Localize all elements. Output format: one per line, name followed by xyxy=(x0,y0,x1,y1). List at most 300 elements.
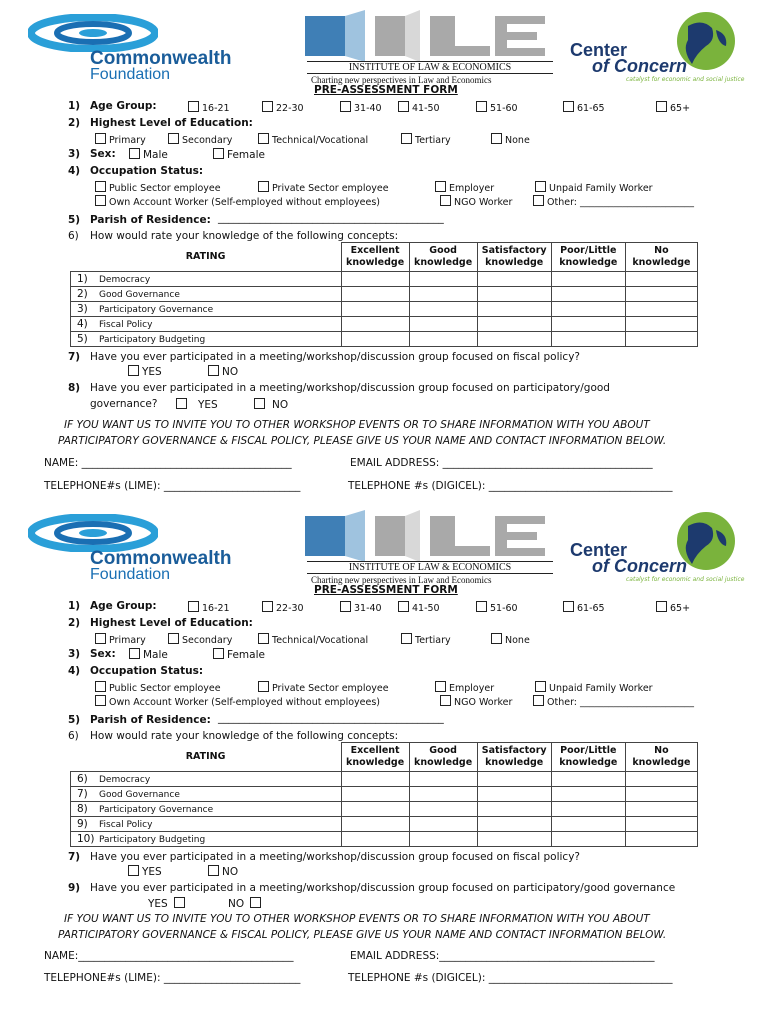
sex-option[interactable] xyxy=(129,148,168,161)
yes-option[interactable] xyxy=(128,365,162,378)
rating-cell[interactable] xyxy=(551,831,625,846)
row-number: 8) xyxy=(77,802,88,815)
option-label: YES xyxy=(198,399,218,411)
occupation-option[interactable] xyxy=(533,195,694,208)
ile-logo xyxy=(305,510,565,586)
column-header-line2: knowledge xyxy=(632,756,691,768)
checkbox[interactable] xyxy=(535,181,546,192)
ile-building-icon xyxy=(305,10,555,62)
option-label: Employer xyxy=(449,183,495,194)
sex-option[interactable] xyxy=(213,648,265,661)
option-label: NO xyxy=(272,399,289,411)
option-label: YES xyxy=(142,866,162,878)
checkbox[interactable] xyxy=(174,897,185,908)
lime-telephone-field[interactable]: TELEPHONE#s (LIME): __________________________ xyxy=(44,972,301,984)
education-option[interactable] xyxy=(491,133,530,146)
checkbox[interactable] xyxy=(563,601,574,612)
row-label: Democracy xyxy=(99,774,151,785)
question-label: Highest Level of Education: xyxy=(90,617,253,629)
age-option[interactable] xyxy=(262,601,304,614)
invite-text-line1: IF YOU WANT US TO INVITE YOU TO OTHER WORKSHOP EVENTS OR TO SHARE INFORMATION WITH YOU ABOUT xyxy=(64,913,650,925)
option-label: Technical/Vocational xyxy=(272,135,369,146)
rating-cell[interactable] xyxy=(341,301,409,316)
column-header-line1: Good xyxy=(429,744,457,756)
rating-cell[interactable] xyxy=(341,771,409,786)
column-header-line2: knowledge xyxy=(632,256,691,268)
education-option[interactable] xyxy=(258,133,368,146)
row-label: Good Governance xyxy=(99,289,180,300)
cf-name-line1: Commonwealth xyxy=(90,48,232,69)
column-header-line2: knowledge xyxy=(414,256,473,268)
checkbox[interactable] xyxy=(535,681,546,692)
option-label: Secondary xyxy=(182,635,233,646)
rating-table xyxy=(70,242,698,347)
education-option[interactable] xyxy=(95,133,146,146)
row-number: 2) xyxy=(77,287,88,300)
question-label: How would rate your knowledge of the following concepts: xyxy=(90,730,399,742)
question-number: 1) xyxy=(68,100,81,112)
rating-cell[interactable] xyxy=(551,801,625,816)
rating-cell[interactable] xyxy=(409,831,477,846)
center-of-concern-logo xyxy=(566,510,756,590)
question-number: 7) xyxy=(68,351,81,363)
option-label: Female xyxy=(227,649,265,661)
option-label: Unpaid Family Worker xyxy=(549,183,653,194)
table-row xyxy=(71,301,698,316)
rating-cell[interactable] xyxy=(551,301,625,316)
table-row xyxy=(71,271,698,286)
rating-cell[interactable] xyxy=(477,331,551,346)
question-number: 2) xyxy=(68,117,81,129)
question-number: 3) xyxy=(68,148,81,160)
row-label-cell xyxy=(71,816,342,831)
occupation-option[interactable] xyxy=(95,681,221,694)
ile-name: INSTITUTE OF LAW & ECONOMICS xyxy=(307,61,553,74)
question-number: 2) xyxy=(68,617,81,629)
occupation-option[interactable] xyxy=(258,681,389,694)
digicel-telephone-field[interactable]: TELEPHONE #s (DIGICEL): ___________________________________ xyxy=(348,972,673,984)
table-row xyxy=(71,831,698,846)
rating-cell[interactable] xyxy=(409,271,477,286)
option-label: Public Sector employee xyxy=(109,683,221,694)
column-header-line1: No xyxy=(654,744,669,756)
checkbox[interactable] xyxy=(435,181,446,192)
checkbox[interactable] xyxy=(95,633,106,644)
rating-cell[interactable] xyxy=(341,271,409,286)
occupation-option[interactable] xyxy=(435,181,494,194)
option-label: None xyxy=(505,135,530,146)
row-label-cell xyxy=(71,301,342,316)
occupation-option[interactable] xyxy=(535,681,653,694)
checkbox[interactable] xyxy=(398,601,409,612)
option-label: Own Account Worker (Self-employed without employees) xyxy=(109,197,381,208)
option-label: Tertiary xyxy=(415,635,451,646)
rating-cell[interactable] xyxy=(625,331,697,346)
checkbox[interactable] xyxy=(533,195,544,206)
option-label: YES xyxy=(148,898,168,910)
rating-header: RATING xyxy=(185,250,226,262)
checkbox[interactable] xyxy=(176,398,187,409)
row-label-cell xyxy=(71,271,342,286)
row-label: Participatory Governance xyxy=(99,804,214,815)
rating-cell[interactable] xyxy=(409,286,477,301)
rating-cell[interactable] xyxy=(477,286,551,301)
option-label: Unpaid Family Worker xyxy=(549,683,653,694)
occupation-option[interactable] xyxy=(535,181,653,194)
option-label: Primary xyxy=(109,135,146,146)
digicel-telephone-field[interactable]: TELEPHONE #s (DIGICEL): ___________________________________ xyxy=(348,480,673,492)
rating-cell[interactable] xyxy=(409,301,477,316)
rating-cell[interactable] xyxy=(551,786,625,801)
commonwealth-foundation-logo xyxy=(28,514,298,584)
checkbox[interactable] xyxy=(95,133,106,144)
age-option[interactable] xyxy=(340,601,382,614)
option-label: 31-40 xyxy=(354,103,382,114)
rating-cell[interactable] xyxy=(341,316,409,331)
sex-option[interactable] xyxy=(129,648,168,661)
checkbox[interactable] xyxy=(435,681,446,692)
coc-tagline: catalyst for economic and social justice xyxy=(626,576,745,583)
rating-cell[interactable] xyxy=(625,786,697,801)
column-header-line2: knowledge xyxy=(559,756,618,768)
education-option[interactable] xyxy=(401,633,451,646)
question-number: 6) xyxy=(68,230,79,242)
question-label: How would rate your knowledge of the following concepts: xyxy=(90,230,399,242)
option-label: YES xyxy=(142,366,162,378)
question-label: Parish of Residence: xyxy=(90,214,211,226)
checkbox[interactable] xyxy=(258,633,269,644)
row-number: 7) xyxy=(77,787,88,800)
question-number: 1) xyxy=(68,600,81,612)
occupation-option[interactable] xyxy=(533,695,694,708)
center-of-concern-logo xyxy=(566,10,756,90)
no-option[interactable] xyxy=(208,365,238,378)
coc-name-line1: Center xyxy=(570,540,628,560)
education-option[interactable] xyxy=(168,633,232,646)
column-header-line1: Excellent xyxy=(350,744,400,756)
option-label: 65+ xyxy=(670,103,691,114)
checkbox[interactable] xyxy=(188,601,199,612)
ile-name: INSTITUTE OF LAW & ECONOMICS xyxy=(307,561,553,574)
column-header xyxy=(625,243,697,272)
option-label: 41-50 xyxy=(412,603,440,614)
rating-cell[interactable] xyxy=(625,831,697,846)
column-header-line2: knowledge xyxy=(414,756,473,768)
checkbox[interactable] xyxy=(491,133,502,144)
checkbox[interactable] xyxy=(476,601,487,612)
table-row xyxy=(71,816,698,831)
table-row xyxy=(71,331,698,346)
rating-cell[interactable] xyxy=(409,786,477,801)
checkbox[interactable] xyxy=(128,365,139,376)
rating-cell[interactable] xyxy=(341,331,409,346)
row-label-cell xyxy=(71,771,342,786)
rating-cell[interactable] xyxy=(551,286,625,301)
rating-cell[interactable] xyxy=(625,771,697,786)
question-number: 7) xyxy=(68,851,81,863)
yes-option[interactable] xyxy=(128,865,162,878)
checkbox[interactable] xyxy=(129,148,140,159)
coc-tagline: catalyst for economic and social justice xyxy=(626,76,745,83)
cf-name-line1: Commonwealth xyxy=(90,548,232,569)
lime-telephone-field[interactable]: TELEPHONE#s (LIME): __________________________ xyxy=(44,480,301,492)
option-label: Employer xyxy=(449,683,495,694)
rating-cell[interactable] xyxy=(477,786,551,801)
rating-cell[interactable] xyxy=(551,816,625,831)
option-label: None xyxy=(505,635,530,646)
checkbox[interactable] xyxy=(95,181,106,192)
rating-cell[interactable] xyxy=(477,271,551,286)
checkbox[interactable] xyxy=(250,897,261,908)
name-field[interactable]: NAME: ________________________________________ xyxy=(44,457,292,469)
email-field[interactable]: EMAIL ADDRESS: ________________________________________ xyxy=(350,457,653,469)
cf-name-line2: Foundation xyxy=(90,66,171,83)
option-label: Male xyxy=(143,649,168,661)
occupation-option[interactable] xyxy=(95,195,380,208)
question-label: Occupation Status: xyxy=(90,165,204,177)
rating-cell[interactable] xyxy=(625,271,697,286)
form-title: PRE-ASSESSMENT FORM xyxy=(314,584,458,596)
rating-cell[interactable] xyxy=(625,316,697,331)
row-number: 10) xyxy=(77,832,95,845)
no-option[interactable] xyxy=(208,865,238,878)
checkbox[interactable] xyxy=(188,101,199,112)
option-label: Secondary xyxy=(182,135,233,146)
checkbox[interactable] xyxy=(168,633,179,644)
checkbox[interactable] xyxy=(563,101,574,112)
rating-cell[interactable] xyxy=(341,286,409,301)
no-option[interactable] xyxy=(228,897,264,910)
question-label-cont: governance? xyxy=(90,398,158,410)
rating-cell[interactable] xyxy=(551,316,625,331)
rating-header: RATING xyxy=(185,750,226,762)
education-option[interactable] xyxy=(95,633,146,646)
checkbox[interactable] xyxy=(208,365,219,376)
rating-cell[interactable] xyxy=(625,301,697,316)
checkbox[interactable] xyxy=(208,865,219,876)
rating-cell[interactable] xyxy=(477,301,551,316)
parish-field[interactable]: ___________________________________________ xyxy=(218,712,444,724)
column-header xyxy=(409,743,477,772)
no-option[interactable] xyxy=(254,398,288,411)
sex-option[interactable] xyxy=(213,148,265,161)
occupation-option[interactable] xyxy=(440,695,512,708)
row-label: Participatory Budgeting xyxy=(99,834,206,845)
yes-option[interactable] xyxy=(148,897,188,910)
yes-option[interactable] xyxy=(176,398,218,411)
row-label: Democracy xyxy=(99,274,151,285)
age-option[interactable] xyxy=(398,101,440,114)
question-label: Parish of Residence: xyxy=(90,714,211,726)
rating-cell[interactable] xyxy=(341,786,409,801)
table-row xyxy=(71,286,698,301)
invite-text-line2: PARTICIPATORY GOVERNANCE & FISCAL POLICY, PLEASE GIVE US YOUR NAME AND CONTACT INFORMATION BELOW. xyxy=(58,435,667,447)
row-number: 5) xyxy=(77,332,88,345)
table-row xyxy=(71,801,698,816)
rating-cell[interactable] xyxy=(477,801,551,816)
row-label: Fiscal Policy xyxy=(99,819,153,830)
rating-cell[interactable] xyxy=(477,816,551,831)
checkbox[interactable] xyxy=(213,648,224,659)
occupation-option[interactable] xyxy=(95,695,380,708)
row-number: 1) xyxy=(77,272,88,285)
age-option[interactable] xyxy=(188,601,230,614)
column-header-line2: knowledge xyxy=(346,756,405,768)
row-label: Participatory Governance xyxy=(99,304,214,315)
education-option[interactable] xyxy=(258,633,368,646)
invite-text-line1: IF YOU WANT US TO INVITE YOU TO OTHER WORKSHOP EVENTS OR TO SHARE INFORMATION WITH YOU ABOUT xyxy=(64,419,650,431)
checkbox[interactable] xyxy=(254,398,265,409)
ile-tagline: Charting new perspectives in Law and Economics xyxy=(311,575,492,585)
checkbox[interactable] xyxy=(95,695,106,706)
row-label: Participatory Budgeting xyxy=(99,334,206,345)
question-number: 8) xyxy=(68,382,81,394)
checkbox[interactable] xyxy=(401,133,412,144)
question-number: 6) xyxy=(68,730,79,742)
table-row xyxy=(71,316,698,331)
row-label-cell xyxy=(71,801,342,816)
column-header xyxy=(409,243,477,272)
rating-cell[interactable] xyxy=(551,271,625,286)
row-number: 3) xyxy=(77,302,88,315)
education-option[interactable] xyxy=(401,133,451,146)
column-header-line1: Poor/Little xyxy=(560,244,617,256)
checkbox[interactable] xyxy=(401,633,412,644)
option-label: Private Sector employee xyxy=(272,683,389,694)
checkbox[interactable] xyxy=(258,133,269,144)
row-number: 4) xyxy=(77,317,88,330)
checkbox[interactable] xyxy=(95,681,106,692)
row-number: 9) xyxy=(77,817,88,830)
checkbox[interactable] xyxy=(476,101,487,112)
checkbox[interactable] xyxy=(258,181,269,192)
rating-cell[interactable] xyxy=(409,316,477,331)
row-label: Fiscal Policy xyxy=(99,319,153,330)
rating-cell[interactable] xyxy=(551,771,625,786)
checkbox[interactable] xyxy=(440,195,451,206)
age-option[interactable] xyxy=(398,601,440,614)
row-label-cell xyxy=(71,786,342,801)
cf-rings-icon xyxy=(28,514,158,552)
age-option[interactable] xyxy=(656,601,690,614)
checkbox[interactable] xyxy=(262,101,273,112)
column-header-line1: Excellent xyxy=(350,244,400,256)
option-label: Technical/Vocational xyxy=(272,635,369,646)
checkbox[interactable] xyxy=(491,633,502,644)
age-option[interactable] xyxy=(340,101,382,114)
option-label: Female xyxy=(227,149,265,161)
rating-table xyxy=(70,742,698,847)
ile-tagline: Charting new perspectives in Law and Economics xyxy=(311,75,492,85)
coc-name-line2: of Concern xyxy=(592,56,688,76)
question-number: 4) xyxy=(68,665,81,677)
age-option[interactable] xyxy=(188,101,230,114)
column-header xyxy=(551,743,625,772)
rating-cell[interactable] xyxy=(409,801,477,816)
rating-cell[interactable] xyxy=(477,831,551,846)
checkbox[interactable] xyxy=(95,195,106,206)
rating-cell[interactable] xyxy=(341,801,409,816)
age-option[interactable] xyxy=(563,601,605,614)
occupation-option[interactable] xyxy=(440,195,512,208)
question-label: Age Group: xyxy=(90,600,157,612)
age-option[interactable] xyxy=(656,101,690,114)
checkbox[interactable] xyxy=(398,101,409,112)
checkbox[interactable] xyxy=(258,681,269,692)
question-label: Have you ever participated in a meeting/workshop/discussion group focused on fiscal policy? xyxy=(90,851,580,863)
checkbox[interactable] xyxy=(656,601,667,612)
age-option[interactable] xyxy=(476,601,518,614)
checkbox[interactable] xyxy=(533,695,544,706)
checkbox[interactable] xyxy=(656,101,667,112)
checkbox[interactable] xyxy=(168,133,179,144)
occupation-option[interactable] xyxy=(258,181,389,194)
email-field[interactable]: EMAIL ADDRESS:_________________________________________ xyxy=(350,950,655,962)
option-label: 16-21 xyxy=(202,103,230,114)
rating-cell[interactable] xyxy=(409,816,477,831)
age-option[interactable] xyxy=(476,101,518,114)
education-option[interactable] xyxy=(168,133,232,146)
option-label: 22-30 xyxy=(276,103,304,114)
rating-cell[interactable] xyxy=(477,316,551,331)
occupation-option[interactable] xyxy=(95,181,221,194)
occupation-option[interactable] xyxy=(435,681,494,694)
rating-cell[interactable] xyxy=(341,831,409,846)
row-label-cell xyxy=(71,286,342,301)
question-label: Have you ever participated in a meeting/workshop/discussion group focused on participatory/good xyxy=(90,382,610,394)
option-label: NO xyxy=(222,866,239,878)
checkbox[interactable] xyxy=(213,148,224,159)
age-option[interactable] xyxy=(262,101,304,114)
checkbox[interactable] xyxy=(262,601,273,612)
rating-cell[interactable] xyxy=(551,331,625,346)
option-label: Other: ________________________ xyxy=(547,697,695,708)
rating-cell[interactable] xyxy=(477,771,551,786)
cf-name-line2: Foundation xyxy=(90,566,171,583)
option-label: 65+ xyxy=(670,603,691,614)
checkbox[interactable] xyxy=(128,865,139,876)
name-field[interactable]: NAME:_________________________________________ xyxy=(44,950,294,962)
rating-cell[interactable] xyxy=(341,816,409,831)
coc-name-line1: Center xyxy=(570,40,628,60)
column-header xyxy=(477,243,551,272)
checkbox[interactable] xyxy=(340,101,351,112)
checkbox[interactable] xyxy=(440,695,451,706)
option-label: NGO Worker xyxy=(454,697,513,708)
option-label: Public Sector employee xyxy=(109,183,221,194)
option-label: Own Account Worker (Self-employed without employees) xyxy=(109,697,381,708)
parish-field[interactable]: ___________________________________________ xyxy=(218,212,444,224)
option-label: NGO Worker xyxy=(454,197,513,208)
question-label: Have you ever participated in a meeting/workshop/discussion group focused on fiscal policy? xyxy=(90,351,580,363)
question-number: 5) xyxy=(68,214,81,226)
question-label: Sex: xyxy=(90,148,116,160)
rating-cell[interactable] xyxy=(625,801,697,816)
ile-building-icon xyxy=(305,510,555,562)
rating-cell[interactable] xyxy=(625,286,697,301)
option-label: 51-60 xyxy=(490,603,518,614)
rating-cell[interactable] xyxy=(409,331,477,346)
table-row xyxy=(71,771,698,786)
checkbox[interactable] xyxy=(129,648,140,659)
column-header-line1: Satisfactory xyxy=(481,744,547,756)
row-number: 6) xyxy=(77,772,88,785)
checkbox[interactable] xyxy=(340,601,351,612)
rating-cell[interactable] xyxy=(409,771,477,786)
age-option[interactable] xyxy=(563,101,605,114)
rating-cell[interactable] xyxy=(625,816,697,831)
education-option[interactable] xyxy=(491,633,530,646)
